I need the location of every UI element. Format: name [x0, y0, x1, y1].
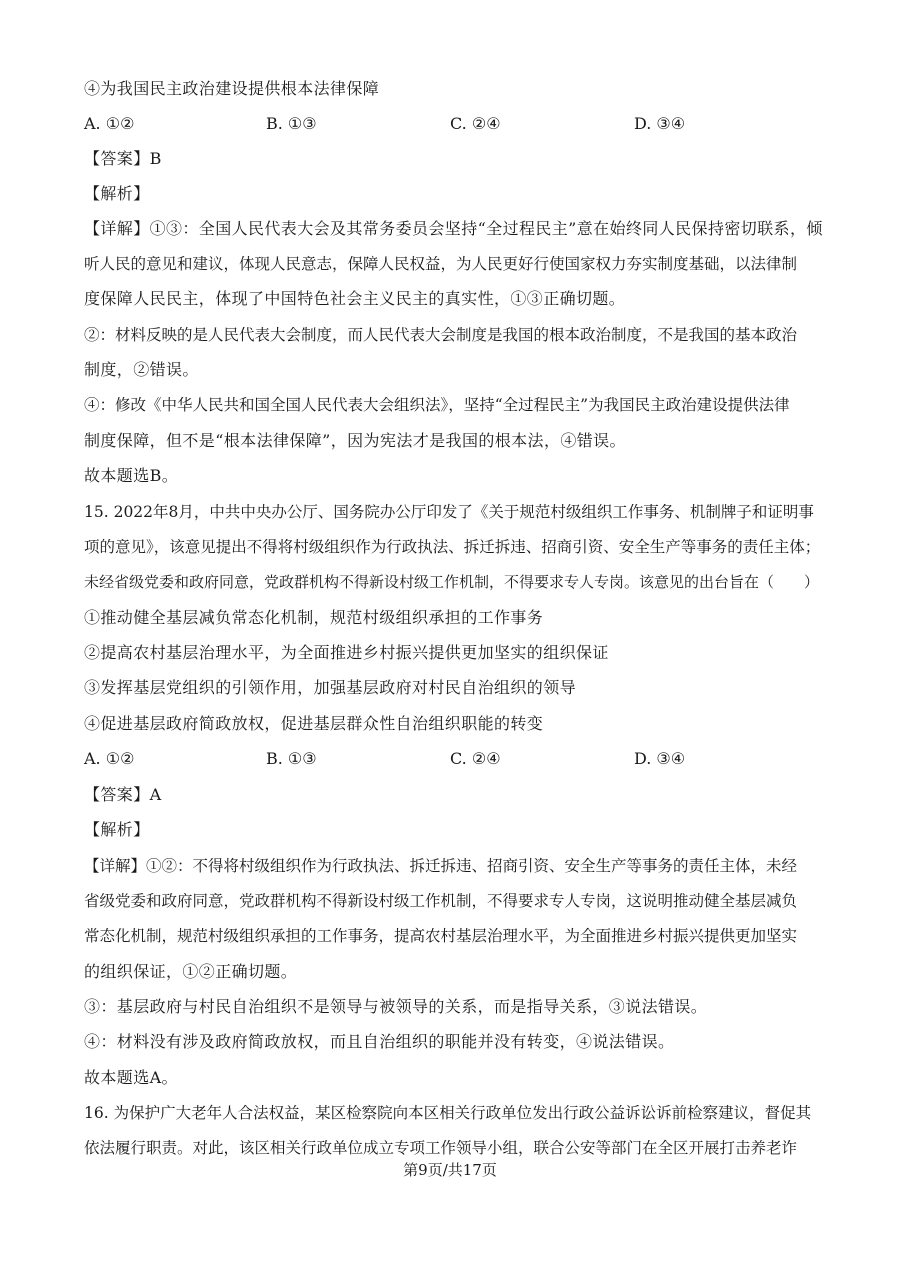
q14-option-4-text: ④为我国民主政治建设提供根本法律保障 — [84, 79, 380, 98]
q14-choice-a: A. ①② — [84, 114, 135, 133]
q15-detail-line: 常态化机制，规范村级组织承担的工作事务，提高农村基层治理水平，为全面推进乡村振兴提供更加坚实 — [84, 927, 798, 945]
q15-stem-line: 项的意见》，该意见提出不得将村级组织作为行政执法、拆迁拆违、招商引资、安全生产等事务的责任主体； — [84, 538, 821, 556]
q15-conclusion: 故本题选A。 — [84, 1068, 178, 1087]
q14-detail-line: 听人民的意见和建议，体现人民意志，保障人民权益，为人民更好行使国家权力夯实制度基础，以法律制 — [84, 255, 798, 273]
q14-detail-line: 【详解】①③：全国人民代表大会及其常务委员会坚持“全过程民主”意在始终同人民保持密切联系，倾 — [84, 219, 823, 238]
q15-statement-2: ②提高农村基层治理水平，为全面推进乡村振兴提供更加坚实的组织保证 — [84, 643, 609, 662]
q14-detail-line: 度保障人民民主，体现了中国特色社会主义民主的真实性，①③正确切题。 — [84, 289, 626, 308]
q15-detail-line: ④：材料没有涉及政府简政放权，而且自治组织的职能并没有转变，④说法错误。 — [84, 1032, 675, 1051]
q15-detail-line: ③：基层政府与村民自治组织不是领导与被领导的关系，而是指导关系，③说法错误。 — [84, 997, 708, 1016]
q15-choice-c: C. ②④ — [450, 749, 501, 768]
q15-detail-line: 的组织保证，①②正确切题。 — [84, 962, 298, 981]
q15-analysis-heading: 【解析】 — [84, 820, 150, 839]
q14-choice-d: D. ③④ — [634, 114, 686, 133]
q14-detail-line: 制度，②错误。 — [84, 360, 199, 379]
q15-choices — [84, 748, 828, 770]
q15-detail-line: 【详解】①②：不得将村级组织作为行政执法、拆迁拆违、招商引资、安全生产等事务的责任主体，未经 — [84, 857, 798, 875]
q14-detail-line: 制度保障，但不是“根本法律保障”，因为宪法才是我国的根本法，④错误。 — [84, 431, 626, 450]
q15-stem-line: 15. 2022年8月，中共中央办公厅、国务院办公厅印发了《关于规范村级组织工作事务、机制牌子和证明事 — [84, 503, 814, 521]
q14-analysis-heading: 【解析】 — [84, 184, 150, 203]
q14-detail-line: ②：材料反映的是人民代表大会制度，而人民代表大会制度是我国的根本政治制度，不是我国的基本政治 — [84, 326, 798, 344]
q15-detail-line: 省级党委和政府同意，党政群机构不得新设村级工作机制，不得要求专人专岗，这说明推动健全基层减负 — [84, 892, 798, 910]
q15-statement-1: ①推动健全基层减负常态化机制，规范村级组织承担的工作事务 — [84, 608, 544, 627]
page-number-footer: 第9页/共17页 — [403, 1161, 497, 1179]
q16-stem-line: 16. 为保护广大老年人合法权益，某区检察院向本区相关行政单位发出行政公益诉讼诉前检察建议，督促其 — [84, 1104, 812, 1122]
q15-statement-4: ④促进基层政府简政放权，促进基层群众性自治组织职能的转变 — [84, 714, 544, 733]
q15-stem-line: 未经省级党委和政府同意，党政群机构不得新设村级工作机制，不得要求专人专岗。该意见的出台旨在（ ） — [84, 573, 820, 591]
q15-statement-3: ③发挥基层党组织的引领作用，加强基层政府对村民自治组织的领导 — [84, 678, 577, 697]
q15-answer: 【答案】A — [84, 785, 162, 804]
q14-answer: 【答案】B — [84, 149, 162, 168]
q14-choice-b: B. ①③ — [266, 114, 317, 133]
q15-choice-a: A. ①② — [84, 749, 135, 768]
q15-choice-d: D. ③④ — [634, 749, 686, 768]
q16-stem-line: 依法履行职责。对此，该区相关行政单位成立专项工作领导小组，联合公安等部门在全区开展打击养老诈 — [84, 1139, 798, 1157]
q15-choice-b: B. ①③ — [266, 749, 317, 768]
q14-conclusion: 故本题选B。 — [84, 466, 179, 485]
q14-choices — [84, 113, 828, 135]
q14-detail-line: ④：修改《中华人民共和国全国人民代表大会组织法》，坚持“全过程民主”为我国民主政治建设提供法律 — [84, 396, 790, 414]
q14-choice-c: C. ②④ — [450, 114, 501, 133]
